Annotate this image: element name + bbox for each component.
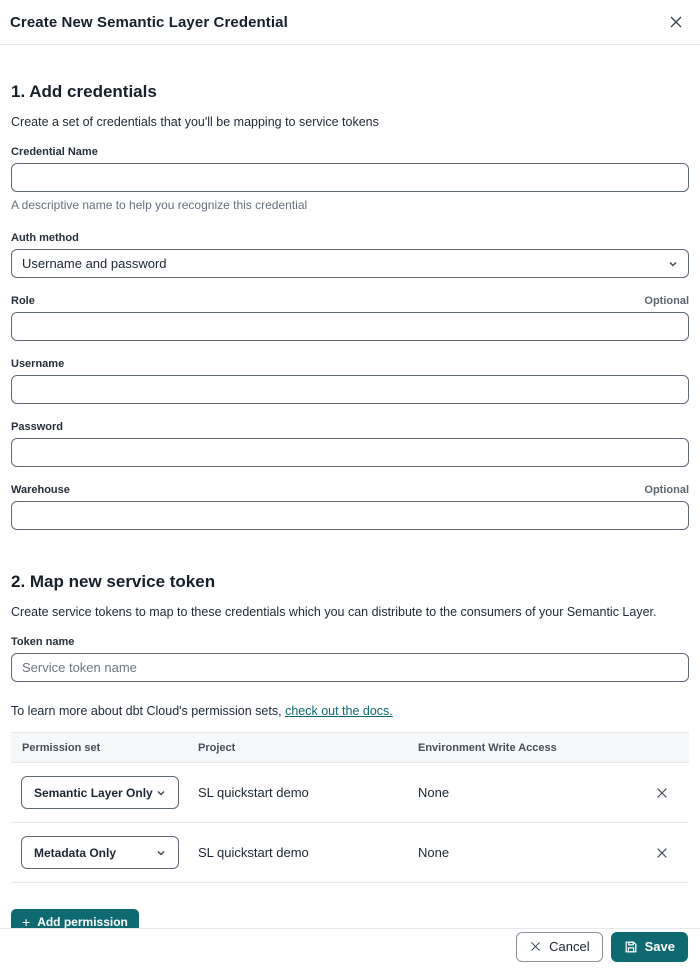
section-2-heading: 2. Map new service token [11, 572, 216, 591]
warehouse-optional-tag: Optional [644, 484, 689, 496]
section-map-service-token [11, 572, 689, 928]
role-input[interactable] [11, 312, 689, 341]
save-label: Save [644, 939, 675, 954]
warehouse-input[interactable] [11, 501, 689, 530]
remove-permission-button[interactable] [653, 784, 671, 802]
column-environment-write-access: Environment Write Access [418, 741, 557, 754]
role-field-group [11, 295, 689, 341]
project-cell: SL quickstart demo [198, 845, 309, 860]
token-name-field-group [11, 636, 689, 682]
username-label: Username [11, 358, 65, 370]
save-floppy-icon [624, 940, 638, 954]
auth-method-field-group [11, 232, 689, 278]
permission-set-select[interactable] [21, 776, 179, 809]
chevron-down-icon [156, 848, 166, 858]
add-permission-button[interactable] [11, 909, 139, 928]
password-field-group [11, 421, 689, 467]
permissions-table [11, 732, 689, 883]
modal-header [0, 0, 700, 45]
docs-text: To learn more about dbt Cloud's permission sets, [11, 704, 282, 718]
close-icon [655, 786, 669, 800]
permissions-table-header [11, 733, 689, 763]
warehouse-field-group [11, 484, 689, 530]
chevron-down-icon [156, 788, 166, 798]
docs-line [11, 704, 689, 718]
save-button[interactable] [611, 932, 688, 962]
table-row [11, 823, 689, 883]
close-icon [529, 940, 542, 953]
password-label: Password [11, 421, 63, 433]
auth-method-select[interactable] [11, 249, 689, 278]
environment-write-access-cell: None [418, 785, 450, 800]
section-2-description: Create service tokens to map to these credentials which you can distribute to the consumers of your Semantic Layer. [11, 605, 657, 619]
docs-link[interactable]: check out the docs. [285, 704, 393, 718]
username-input[interactable] [11, 375, 689, 404]
auth-method-selected-value: Username and password [22, 256, 167, 271]
column-permission-set: Permission set [22, 741, 101, 754]
role-label: Role [11, 295, 35, 307]
chevron-down-icon [668, 259, 678, 269]
credential-name-label: Credential Name [11, 146, 98, 158]
modal-footer [0, 928, 700, 968]
auth-method-label: Auth method [11, 232, 79, 244]
modal-body [0, 45, 700, 928]
add-permission-label: Add permission [37, 915, 128, 928]
credential-name-field-group [11, 146, 689, 212]
modal-title: Create New Semantic Layer Credential [10, 13, 288, 31]
role-optional-tag: Optional [644, 295, 689, 307]
token-name-label: Token name [11, 636, 75, 648]
plus-icon: + [22, 914, 31, 928]
credential-name-helper: A descriptive name to help you recognize this credential [11, 198, 308, 212]
permission-set-select[interactable] [21, 836, 179, 869]
table-row [11, 763, 689, 823]
cancel-label: Cancel [549, 939, 590, 954]
warehouse-label: Warehouse [11, 484, 70, 496]
username-field-group [11, 358, 689, 404]
close-icon [655, 846, 669, 860]
token-name-input[interactable] [11, 653, 689, 682]
close-icon[interactable] [668, 14, 684, 30]
permission-set-selected-value: Semantic Layer Only [34, 785, 153, 800]
remove-permission-button[interactable] [653, 844, 671, 862]
password-input[interactable] [11, 438, 689, 467]
section-1-description: Create a set of credentials that you'll be mapping to service tokens [11, 115, 379, 129]
section-1-heading: 1. Add credentials [11, 82, 157, 101]
section-add-credentials [11, 82, 689, 530]
cancel-button[interactable] [516, 932, 602, 962]
column-project: Project [198, 741, 236, 754]
project-cell: SL quickstart demo [198, 785, 309, 800]
environment-write-access-cell: None [418, 845, 450, 860]
permission-set-selected-value: Metadata Only [34, 845, 117, 860]
credential-name-input[interactable] [11, 163, 689, 192]
